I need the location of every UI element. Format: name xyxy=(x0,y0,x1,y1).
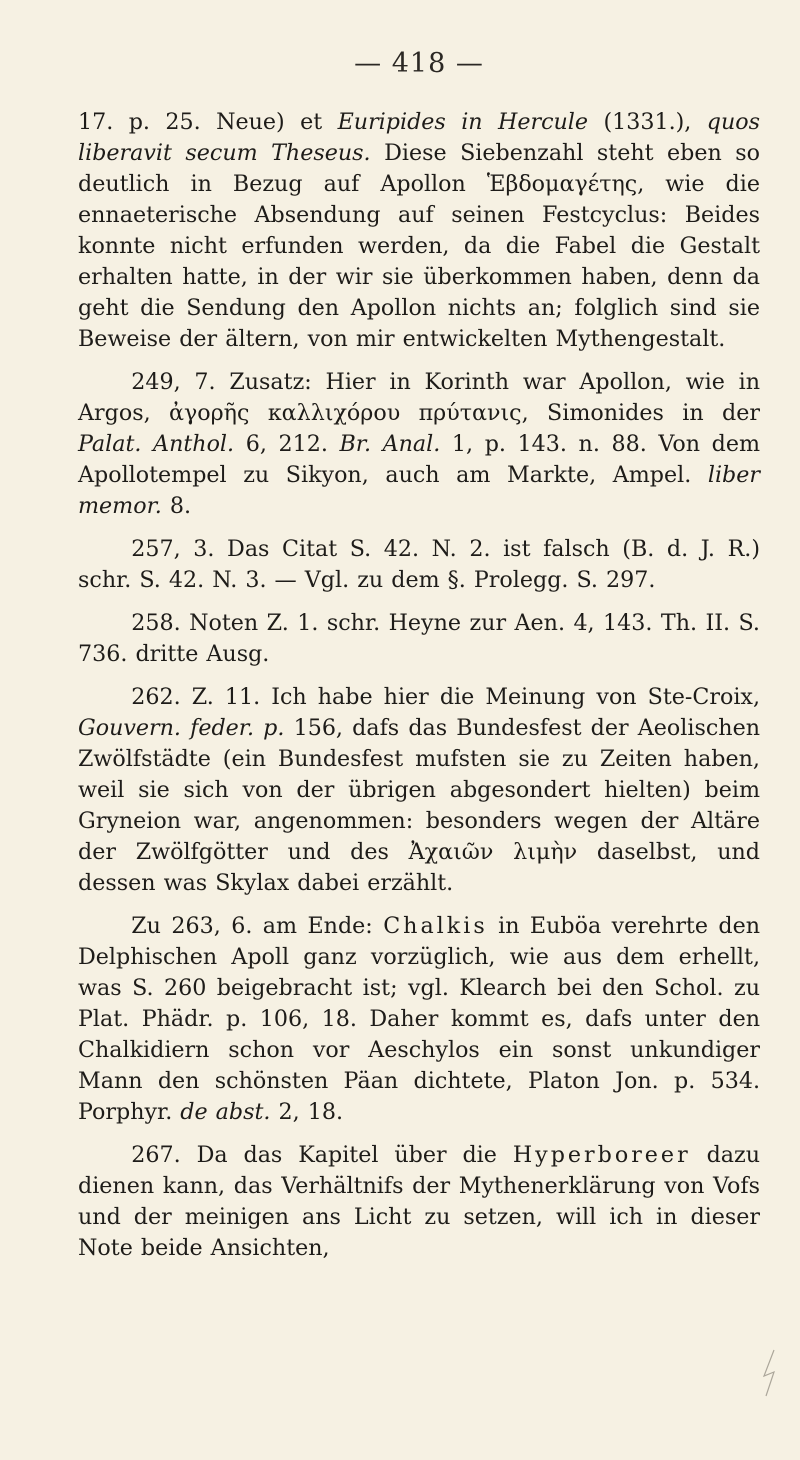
note-257: 257, 3. Das Citat S. 42. N. 2. ist falsch (B. d. J. R.) schr. S. 42. N. 3. — Vgl. zu dem §. Prolegg. S. 297. xyxy=(78,536,760,593)
note-262: 262. Z. 11. Ich habe hier die Meinung von Ste-Croix, Gouvern. feder. p. 156, dafs das Bundesfest der Aeolischen Zwölfstädte (ein Bundesfest mufsten sie zu Zeiten haben, weil sie sich von der übrigen abgesondert hielten) beim Gryneion war, angenommen: besonders wegen der Altäre der Zwölfgötter und des Ἀχαιῶν λιμὴν daselbst, und dessen was Skylax dabei erzählt. xyxy=(78,684,760,896)
page-number-header: — 418 — xyxy=(354,48,484,79)
note-249: 249, 7. Zusatz: Hier in Korinth war Apollon, wie in Argos, ἀγορῆς καλλιχόρου πρύτανις, Simonides in der Palat. Anthol. 6, 212. Br. Anal. 1, p. 143. n. 88. Von dem Apollotempel zu Sikyon, auch am Markte, Ampel. liber memor. 8. xyxy=(78,369,760,519)
note-263: Zu 263, 6. am Ende: Chalkis in Euböa verehrte den Delphischen Apoll ganz vorzüglich, wie aus dem erhellt, was S. 260 beigebracht ist; vgl. Klearch bei den Schol. zu Plat. Phädr. p. 106, 18. Daher kommt es, dafs unter den Chalkidiern schon vor Aeschylos ein sonst unkundiger Mann den schönsten Päan dichtete, Platon Jon. p. 534. Porphyr. de abst. 2, 18. xyxy=(78,913,761,1125)
note-267: 267. Da das Kapitel über die Hyperboreer dazu dienen kann, das Verhältnifs der Mythenerklärung von Vofs und der meinigen ans Licht zu setzen, will ich in dieser Note beide Ansichten, xyxy=(78,1142,760,1261)
margin-pencil-mark xyxy=(760,1346,778,1400)
note-258: 258. Noten Z. 1. schr. Heyne zur Aen. 4, 143. Th. II. S. 736. dritte Ausg. xyxy=(78,610,760,667)
note-17: 17. p. 25. Neue) et Euripides in Hercule (1331.), quos liberavit secum Theseus. Diese Siebenzahl steht eben so deutlich in Bezug auf Apollon Ἑβδομαγέτης, wie die ennaeterische Absendung auf seinen Festcyclus: Beides konnte nicht erfunden werden, da die Fabel die Gestalt erhalten hatte, in der wir sie überkommen haben, denn da geht die Sendung den Apollon nichts an; folglich sind sie Beweise der ältern, von mir entwickelten Mythengestalt. xyxy=(78,109,760,352)
